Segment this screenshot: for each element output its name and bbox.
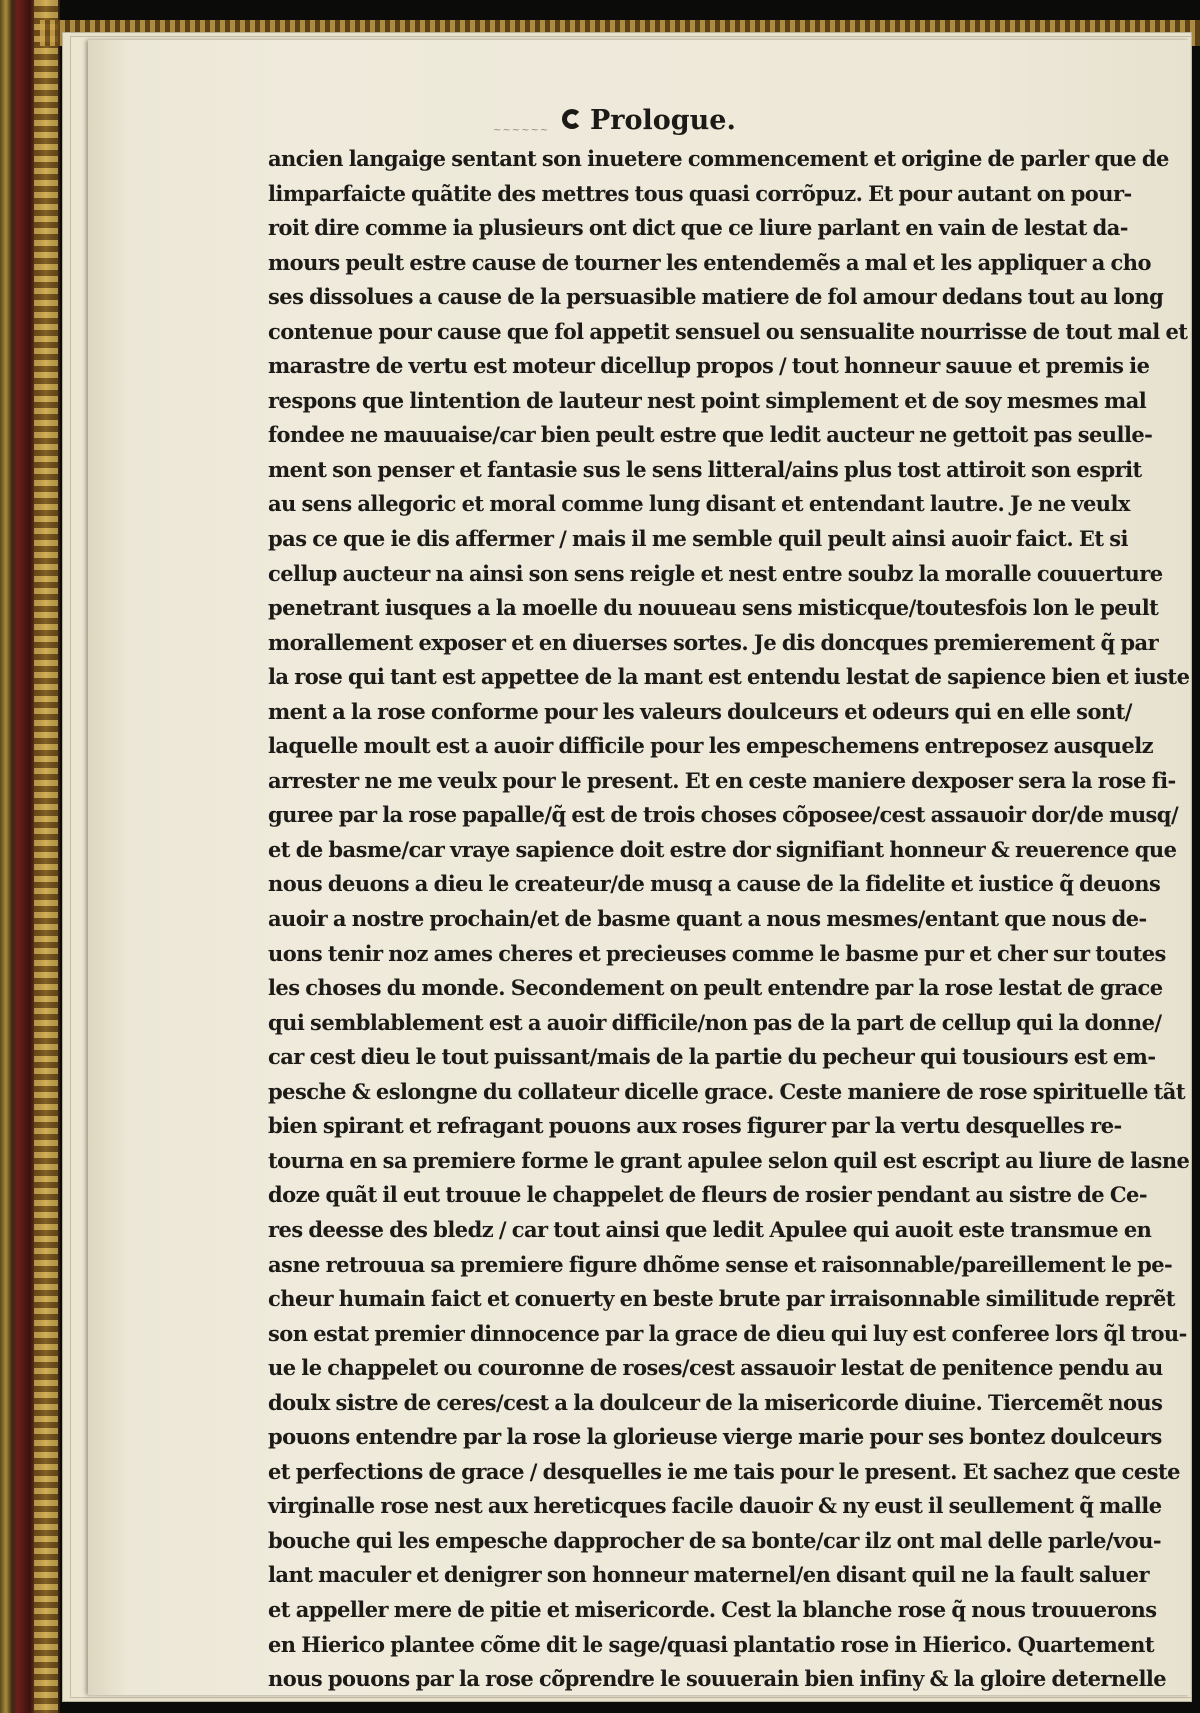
text-line: pouons entendre par la rose la glorieuse vierge marie pour ses bontez doulceurs	[268, 1424, 1162, 1450]
text-line: auoir a nostre prochain/et de basme quant a nous mesmes/entant que nous de-	[268, 906, 1147, 932]
text-line: morallement exposer et en diuerses sortes. Je dis doncques premierement q̃ par	[268, 629, 1159, 655]
gilt-binding-decoration	[34, 0, 58, 1713]
text-line: et appeller mere de pitie et misericorde. Cest la blanche rose q̃ nous trouuerons	[268, 1596, 1157, 1622]
text-line: au sens allegoric et moral comme lung disant et entendant lautre. Je ne veulx	[268, 491, 1130, 517]
text-line: res deesse des bledz / car tout ainsi que ledit Apulee qui auoit este transmue en	[268, 1216, 1152, 1242]
text-line: contenue pour cause que fol appetit sensuel ou sensualite nourrisse de tout mal et	[268, 318, 1188, 344]
text-line: bien spirant et refragant pouons aux roses figurer par la vertu desquelles re-	[268, 1113, 1122, 1139]
text-line: ue le chappelet ou couronne de roses/cest assauoir lestat de penitence pendu au	[268, 1355, 1163, 1381]
pilcrow-icon	[560, 108, 584, 132]
text-line: lant maculer et denigrer son honneur maternel/en disant quil ne la fault saluer	[268, 1562, 1149, 1588]
text-line: ment son penser et fantasie sus le sens litteral/ains plus tost attiroit son esprit	[268, 456, 1142, 482]
text-line: bouche qui les empesche dapprocher de sa bonte/car ilz ont mal delle parle/vou-	[268, 1527, 1162, 1553]
text-line: ses dissolues a cause de la persuasible matiere de fol amour dedans tout au long	[268, 284, 1164, 310]
text-line: nous deuons a dieu le createur/de musq a cause de la fidelite et iustice q̃ deuons	[268, 871, 1161, 897]
text-line: nous pouons par la rose cõprendre le souuerain bien infiny & la gloire deternelle	[268, 1666, 1167, 1692]
text-line: laquelle moult est a auoir difficile pour les empeschemens entreposez ausquelz	[268, 733, 1154, 759]
text-line: mours peult estre cause de tourner les entendemẽs a mal et les appliquer a cho	[268, 249, 1151, 275]
text-line: roit dire comme ia plusieurs ont dict que ce liure parlant en vain de lestat da-	[268, 215, 1128, 241]
body-text	[268, 142, 1190, 1697]
running-head-text: Prologue.	[590, 105, 736, 136]
text-line: en Hierico plantee cõme dit le sage/quasi plantatio rose in Hierico. Quartement	[268, 1631, 1154, 1657]
running-head	[560, 105, 736, 136]
text-line: ment a la rose conforme pour les valeurs doulceurs et odeurs qui en elle sont/	[268, 698, 1132, 724]
text-line: la rose qui tant est appettee de la mant est entendu lestat de sapience bien et iuste	[268, 664, 1190, 690]
text-line: et perfections de grace / desquelles ie me tais pour le present. Et sachez que ceste	[268, 1458, 1180, 1484]
text-line: pesche & eslongne du collateur dicelle grace. Ceste maniere de rose spirituelle tãt	[268, 1078, 1186, 1104]
text-line: virginalle rose nest aux hereticques facile dauoir & ny eust il seullement q̃ malle	[268, 1493, 1162, 1519]
text-line: car cest dieu le tout puissant/mais de la partie du pecheur qui tousiours est em-	[268, 1044, 1156, 1070]
text-line: cheur humain faict et conuerty en beste brute par irraisonnable similitude reprẽt	[268, 1286, 1175, 1312]
text-line: asne retrouua sa premiere figure dhõme sense et raisonnable/pareillement le pe-	[268, 1251, 1173, 1277]
text-line: doze quãt il eut trouue le chappelet de fleurs de rosier pendant au sistre de Ce-	[268, 1182, 1148, 1208]
text-line: ancien langaige sentant son inuetere commencement et origine de parler que de	[268, 146, 1169, 171]
text-line: guree par la rose papalle/q̃ est de trois choses cõposee/cest assauoir dor/de musq/	[268, 802, 1179, 828]
text-line: et de basme/car vraye sapience doit estre dor signifiant honneur & reuerence que	[268, 836, 1177, 862]
text-line: son estat premier dinnocence par la grace de dieu qui luy est conferee lors q̃l trou-	[268, 1320, 1187, 1346]
text-line: qui semblablement est a auoir difficile/non pas de la part de cellup qui la donne/	[268, 1009, 1162, 1035]
ink-flourish-ornament: ~~~~~~	[493, 125, 550, 136]
text-line: arrester ne me veulx pour le present. Et en ceste maniere dexposer sera la rose fi-	[268, 767, 1176, 793]
text-line: limparfaicte quãtite des mettres tous quasi corrõpuz. Et pour autant on pour-	[268, 180, 1132, 206]
text-line: marastre de vertu est moteur dicellup propos / tout honneur sauue et premis ie	[268, 353, 1150, 379]
text-line: les choses du monde. Secondement on peult entendre par la rose lestat de grace	[268, 975, 1163, 1001]
text-line: respons que lintention de lauteur nest point simplement et de soy mesmes mal	[268, 387, 1147, 413]
text-line: uons tenir noz ames cheres et precieuses comme le basme pur et cher sur toutes	[268, 940, 1166, 966]
text-line: tourna en sa premiere forme le grant apulee selon quil est escript au liure de lasne	[268, 1147, 1190, 1173]
text-line: doulx sistre de ceres/cest a la doulceur de la misericorde diuine. Tiercemẽt nous	[268, 1389, 1163, 1415]
text-line: cellup aucteur na ainsi son sens reigle et nest entre soubz la moralle couuerture	[268, 560, 1163, 586]
text-line: penetrant iusques a la moelle du nouueau sens misticque/toutesfois lon le peult	[268, 595, 1159, 621]
text-line: pas ce que ie dis affermer / mais il me semble quil peult ainsi auoir faict. Et si	[268, 526, 1128, 552]
text-line: fondee ne mauuaise/car bien peult estre que ledit aucteur ne gettoit pas seulle-	[268, 422, 1153, 448]
